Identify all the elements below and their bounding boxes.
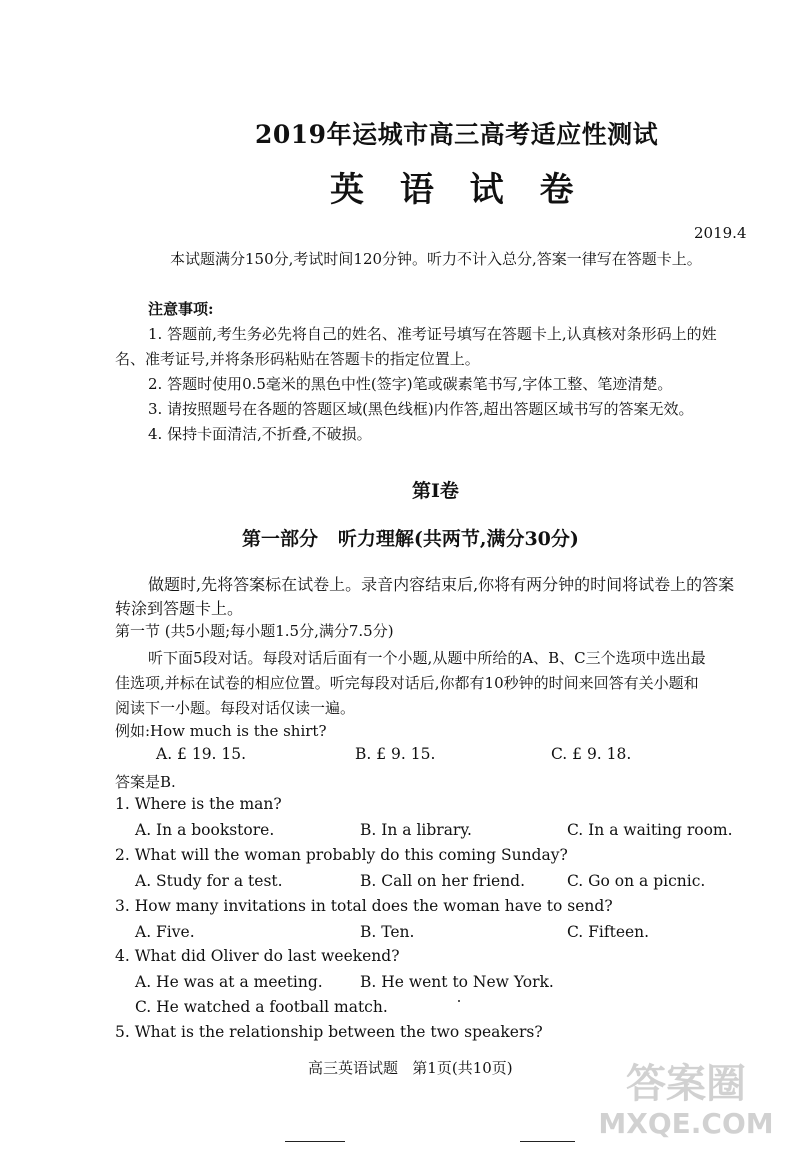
notice-heading: 注意事项: [148, 300, 214, 318]
question-2-option-c: C. Go on a picnic. [567, 872, 706, 890]
question-3-option-c: C. Fifteen. [567, 923, 650, 941]
exam-title: 2019年运城市高三高考适应性测试 [255, 120, 659, 149]
question-4-option-c: C. He watched a football match. [135, 998, 388, 1016]
watermark-line-1: 答案圈 [626, 1061, 746, 1107]
example-option-b: B. £ 9. 15. [355, 745, 436, 763]
volume-heading: 第Ⅰ卷 [412, 480, 459, 502]
example-option-a: A. £ 19. 15. [156, 745, 247, 763]
question-2-option-b: B. Call on her friend. [360, 872, 526, 890]
question-4-option-b: B. He went to New York. [360, 973, 554, 991]
example-answer: 答案是B. [115, 773, 176, 791]
question-1-option-c: C. In a waiting room. [567, 821, 733, 839]
bottom-rule-left [285, 1141, 345, 1142]
question-2: 2. What will the woman probably do this coming Sunday? [115, 846, 568, 864]
watermark-logo [586, 1053, 786, 1143]
sub-instructions-line-3: 阅读下一小题。每段对话仅读一遍。 [115, 699, 356, 717]
example-question: 例如:How much is the shirt? [115, 722, 327, 740]
question-3-option-b: B. Ten. [360, 923, 415, 941]
question-3: 3. How many invitations in total does the woman have to send? [115, 897, 613, 915]
example-option-c: C. £ 9. 18. [551, 745, 632, 763]
question-1: 1. Where is the man? [115, 795, 282, 813]
page-footer: 高三英语试题 第1页(共10页) [308, 1059, 513, 1077]
question-4-option-a: A. He was at a meeting. [135, 973, 323, 991]
instructions-line-2: 转涂到答题卡上。 [115, 599, 244, 618]
watermark-line-2: MXQE.COM [598, 1107, 774, 1140]
question-3-option-a: A. Five. [135, 923, 195, 941]
instructions-line-1: 做题时,先将答案标在试卷上。录音内容结束后,你将有两分钟的时间将试卷上的答案 [148, 575, 735, 594]
question-5: 5. What is the relationship between the two speakers? [115, 1023, 543, 1041]
notice-item-4: 4. 保持卡面清洁,不折叠,不破损。 [148, 425, 372, 443]
subsection-heading: 第一节 (共5小题;每小题1.5分,满分7.5分) [115, 622, 394, 640]
question-1-option-a: A. In a bookstore. [135, 821, 275, 839]
sub-instructions-line-1: 听下面5段对话。每段对话后面有一个小题,从题中所给的A、B、C三个选项中选出最 [148, 649, 706, 667]
print-speck [458, 1000, 460, 1002]
sub-instructions-line-2: 佳选项,并标在试卷的相应位置。听完每段对话后,你都有10秒钟的时间来回答有关小题和 [115, 674, 699, 692]
notice-item-2: 2. 答题时使用0.5毫米的黑色中性(签字)笔或碳素笔书写,字体工整、笔迹清楚。 [148, 375, 673, 393]
question-2-option-a: A. Study for a test. [135, 872, 283, 890]
question-1-option-b: B. In a library. [360, 821, 472, 839]
notice-item-3: 3. 请按照题号在各题的答题区域(黑色线框)内作答,超出答题区域书写的答案无效。 [148, 400, 694, 418]
exam-intro: 本试题满分150分,考试时间120分钟。听力不计入总分,答案一律写在答题卡上。 [170, 250, 702, 268]
question-4: 4. What did Oliver do last weekend? [115, 947, 400, 965]
exam-subtitle: 英 语 试 卷 [330, 170, 586, 210]
section-heading: 第一部分 听力理解(共两节,满分30分) [242, 528, 579, 550]
exam-date: 2019.4 [694, 224, 747, 242]
notice-item-1-line-2: 名、准考证号,并将条形码粘贴在答题卡的指定位置上。 [115, 350, 480, 368]
notice-item-1-line-1: 1. 答题前,考生务必先将自己的姓名、准考证号填写在答题卡上,认真核对条形码上的姓 [148, 325, 717, 343]
bottom-rule-right [520, 1141, 575, 1142]
